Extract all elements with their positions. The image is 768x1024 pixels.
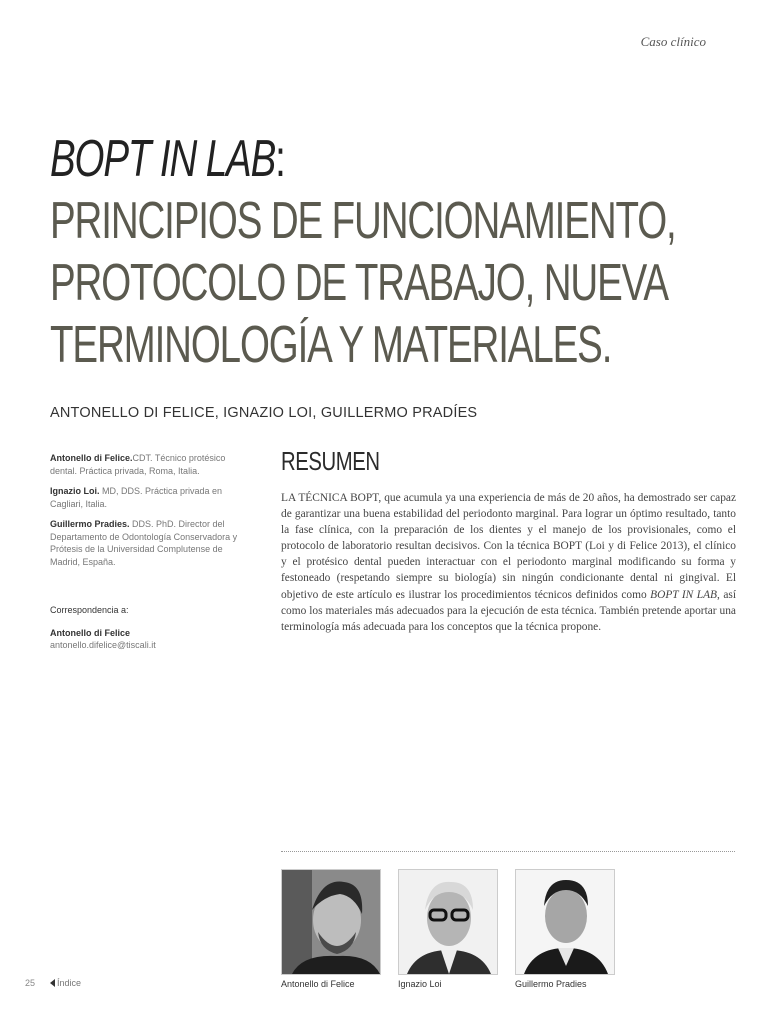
photo-caption: Guillermo Pradies [515, 979, 587, 989]
title-line-4: TERMINOLOGÍA Y MATERIALES. [50, 316, 612, 374]
affiliation-name: Antonello di Felice. [50, 453, 133, 463]
abstract-part-2: , así como los materiales más adecuados para la ejecución de esta técnica. También pretende aportar una terminología más adecuada para los conceptos que la técnica propone. [281, 588, 736, 633]
index-link[interactable] [50, 978, 81, 988]
affiliation-desc: CDT. Técnico protésico dental. Práctica privada, Roma, Italia. [50, 453, 226, 476]
affiliation-item [50, 485, 250, 510]
correspondence-name: Antonello di Felice [50, 627, 131, 638]
back-arrow-icon [50, 979, 55, 987]
title-line-2: PRINCIPIOS DE FUNCIONAMIENTO, [50, 192, 676, 250]
affiliation-item [50, 518, 250, 568]
correspondence-label: Correspondencia a: [50, 605, 129, 615]
author-photo-pradies [515, 869, 615, 975]
portrait-icon [399, 870, 497, 974]
page-number: 25 [25, 978, 36, 988]
resumen-heading: RESUMEN [281, 446, 380, 476]
author-photo-loi [398, 869, 498, 975]
correspondence [50, 604, 250, 652]
photo-caption: Ignazio Loi [398, 979, 442, 989]
author-photo-di-felice [281, 869, 381, 975]
affiliations [50, 452, 250, 576]
abstract-part-1: LA TÉCNICA BOPT, que acumula ya una experiencia de más de 20 años, ha demostrado ser capaz de garantizar una buena estabilidad del periodonto marginal. Para lograr un óptimo resultado, tanto la fase clínica, con la preparación de los dientes y el manejo de los provisionales, como el protocolo de laboratorio resultan decisivos. Con la técnica BOPT (Loi y di Felice 2013), el clínico y el protésico dental pueden interactuar con el periodonto marginal modificando su forma y festoneado (respetando siempre su biología) sin ningún condicionante dental ni gingival. El objetivo de este artículo es ilustrar los procedimientos técnicos definidos como [281, 492, 736, 601]
section-label: Caso clínico [640, 34, 706, 49]
title-bopt-in-lab: BOPT IN LAB [50, 130, 276, 188]
portrait-icon [282, 870, 380, 974]
affiliation-desc: MD, DDS. Práctica privada en Cagliari, Italia. [50, 486, 223, 509]
abstract-emphasis: BOPT IN LAB [650, 588, 718, 601]
abstract-text [281, 490, 736, 635]
index-label: Índice [57, 978, 82, 988]
affiliation-item [50, 452, 250, 477]
dotted-divider [281, 851, 735, 852]
title-colon: : [275, 130, 285, 188]
affiliation-name: Guillermo Pradies. [50, 519, 130, 529]
affiliation-name: Ignazio Loi. [50, 486, 100, 496]
authors-line: ANTONELLO DI FELICE, IGNAZIO LOI, GUILLERMO PRADÍES [50, 405, 478, 421]
title-line-3: PROTOCOLO DE TRABAJO, NUEVA [50, 254, 668, 312]
article-title [50, 128, 716, 376]
portrait-icon [516, 870, 614, 974]
correspondence-email[interactable]: antonello.difelice@tiscali.it [50, 640, 156, 650]
affiliation-desc: DDS. PhD. Director del Departamento de Odontología Conservadora y Prótesis de la Universidad Complutense de Madrid, España. [50, 519, 238, 567]
photo-caption: Antonello di Felice [281, 979, 355, 989]
